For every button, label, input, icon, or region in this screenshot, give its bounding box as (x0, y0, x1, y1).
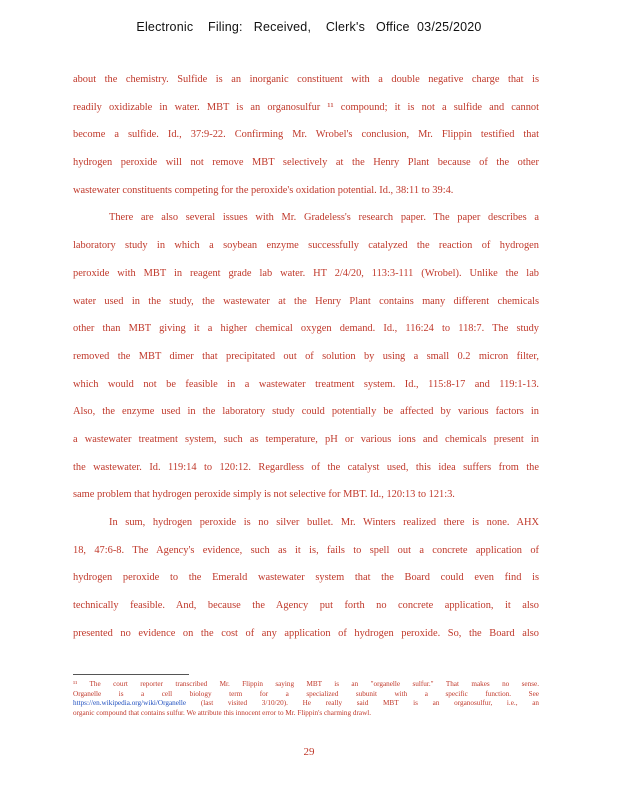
footnote (73, 680, 539, 718)
body-line: hydrogen peroxide to the Emerald wastewater system that the Board could even find is (73, 572, 539, 584)
footnote-text: (last visited 3/10/20). He really said MBT is an organosulfur, i.e., an (200, 699, 539, 708)
body-line: laboratory study in which a soybean enzyme successfully catalyzed the reaction of hydrogen (73, 240, 539, 252)
paragraph-start-line: In sum, hydrogen peroxide is no silver bullet. Mr. Winters realized there is none. AHX (109, 517, 539, 528)
body-line: technically feasible. And, because the Agency put forth no concrete application, it also (73, 600, 539, 612)
footnote-line-with-link (73, 699, 539, 709)
body-line: other than MBT giving it a higher chemical oxygen demand. Id., 116:24 to 118:7. The study (73, 323, 539, 335)
body-line: removed the MBT dimer that precipitated out of solution by using a small 0.2 micron filter, (73, 350, 539, 362)
body-line: the wastewater. Id. 119:14 to 120:12. Regardless of the catalyst used, this idea suffers from the (73, 461, 539, 473)
body-line: peroxide with MBT in reagent grade lab water. HT 2/4/20, 113:3-111 (Wrobel). Unlike the lab (73, 267, 539, 279)
page-number: 29 (303, 746, 315, 758)
body-line: readily oxidizable in water. MBT is an organosulfur ¹¹ compound; it is not a sulfide and cannot (73, 101, 539, 113)
body-line: hydrogen peroxide will not remove MBT selectively at the Henry Plant because of the other (73, 157, 539, 169)
body-line: Also, the enzyme used in the laboratory study could potentially be affected by various factors in (73, 406, 539, 418)
document-body (73, 66, 539, 647)
electronic-filing-header: Electronic Filing: Received, Clerk's Office 03/25/2020 (136, 20, 482, 34)
wikipedia-link[interactable]: https://en.wikipedia.org/wiki/Organelle (73, 699, 187, 708)
body-line: presented no evidence on the cost of any application of hydrogen peroxide. So, the Board also (73, 627, 539, 639)
paragraph-start-line: There are also several issues with Mr. Gradeless's research paper. The paper describes a (109, 212, 539, 224)
footnote-line: organic compound that contains sulfur. We attribute this innocent error to Mr. Flippin's charming drawl. (73, 708, 372, 717)
body-line: a wastewater treatment system, such as temperature, pH or various ions and chemicals present in (73, 433, 539, 445)
body-line: become a sulfide. Id., 37:9-22. Confirming Mr. Wrobel's conclusion, Mr. Flippin testified that (73, 129, 539, 141)
footnote-line: Organelle is a cell biology term for a specialized subunit with a specific function. See (73, 689, 539, 698)
body-line: wastewater constituents competing for the peroxide's oxidation potential. Id., 38:11 to 39:4. (73, 184, 454, 196)
body-line: 18, 47:6-8. The Agency's evidence, such as it is, fails to spell out a concrete application of (73, 544, 539, 556)
body-line: which would not be feasible in a wastewater treatment system. Id., 115:8-17 and 119:1-13. (73, 378, 539, 390)
footnote-line: ¹¹ The court reporter transcribed Mr. Flippin saying MBT is an "organelle sulfur." That makes no sense. (73, 680, 539, 688)
body-line: water used in the study, the wastewater at the Henry Plant contains many different chemicals (73, 295, 539, 307)
body-line: about the chemistry. Sulfide is an inorganic constituent with a double negative charge that is (73, 74, 539, 85)
footnote-separator (73, 674, 189, 675)
body-line: same problem that hydrogen peroxide simply is not selective for MBT. Id., 120:13 to 121:3. (73, 489, 455, 501)
